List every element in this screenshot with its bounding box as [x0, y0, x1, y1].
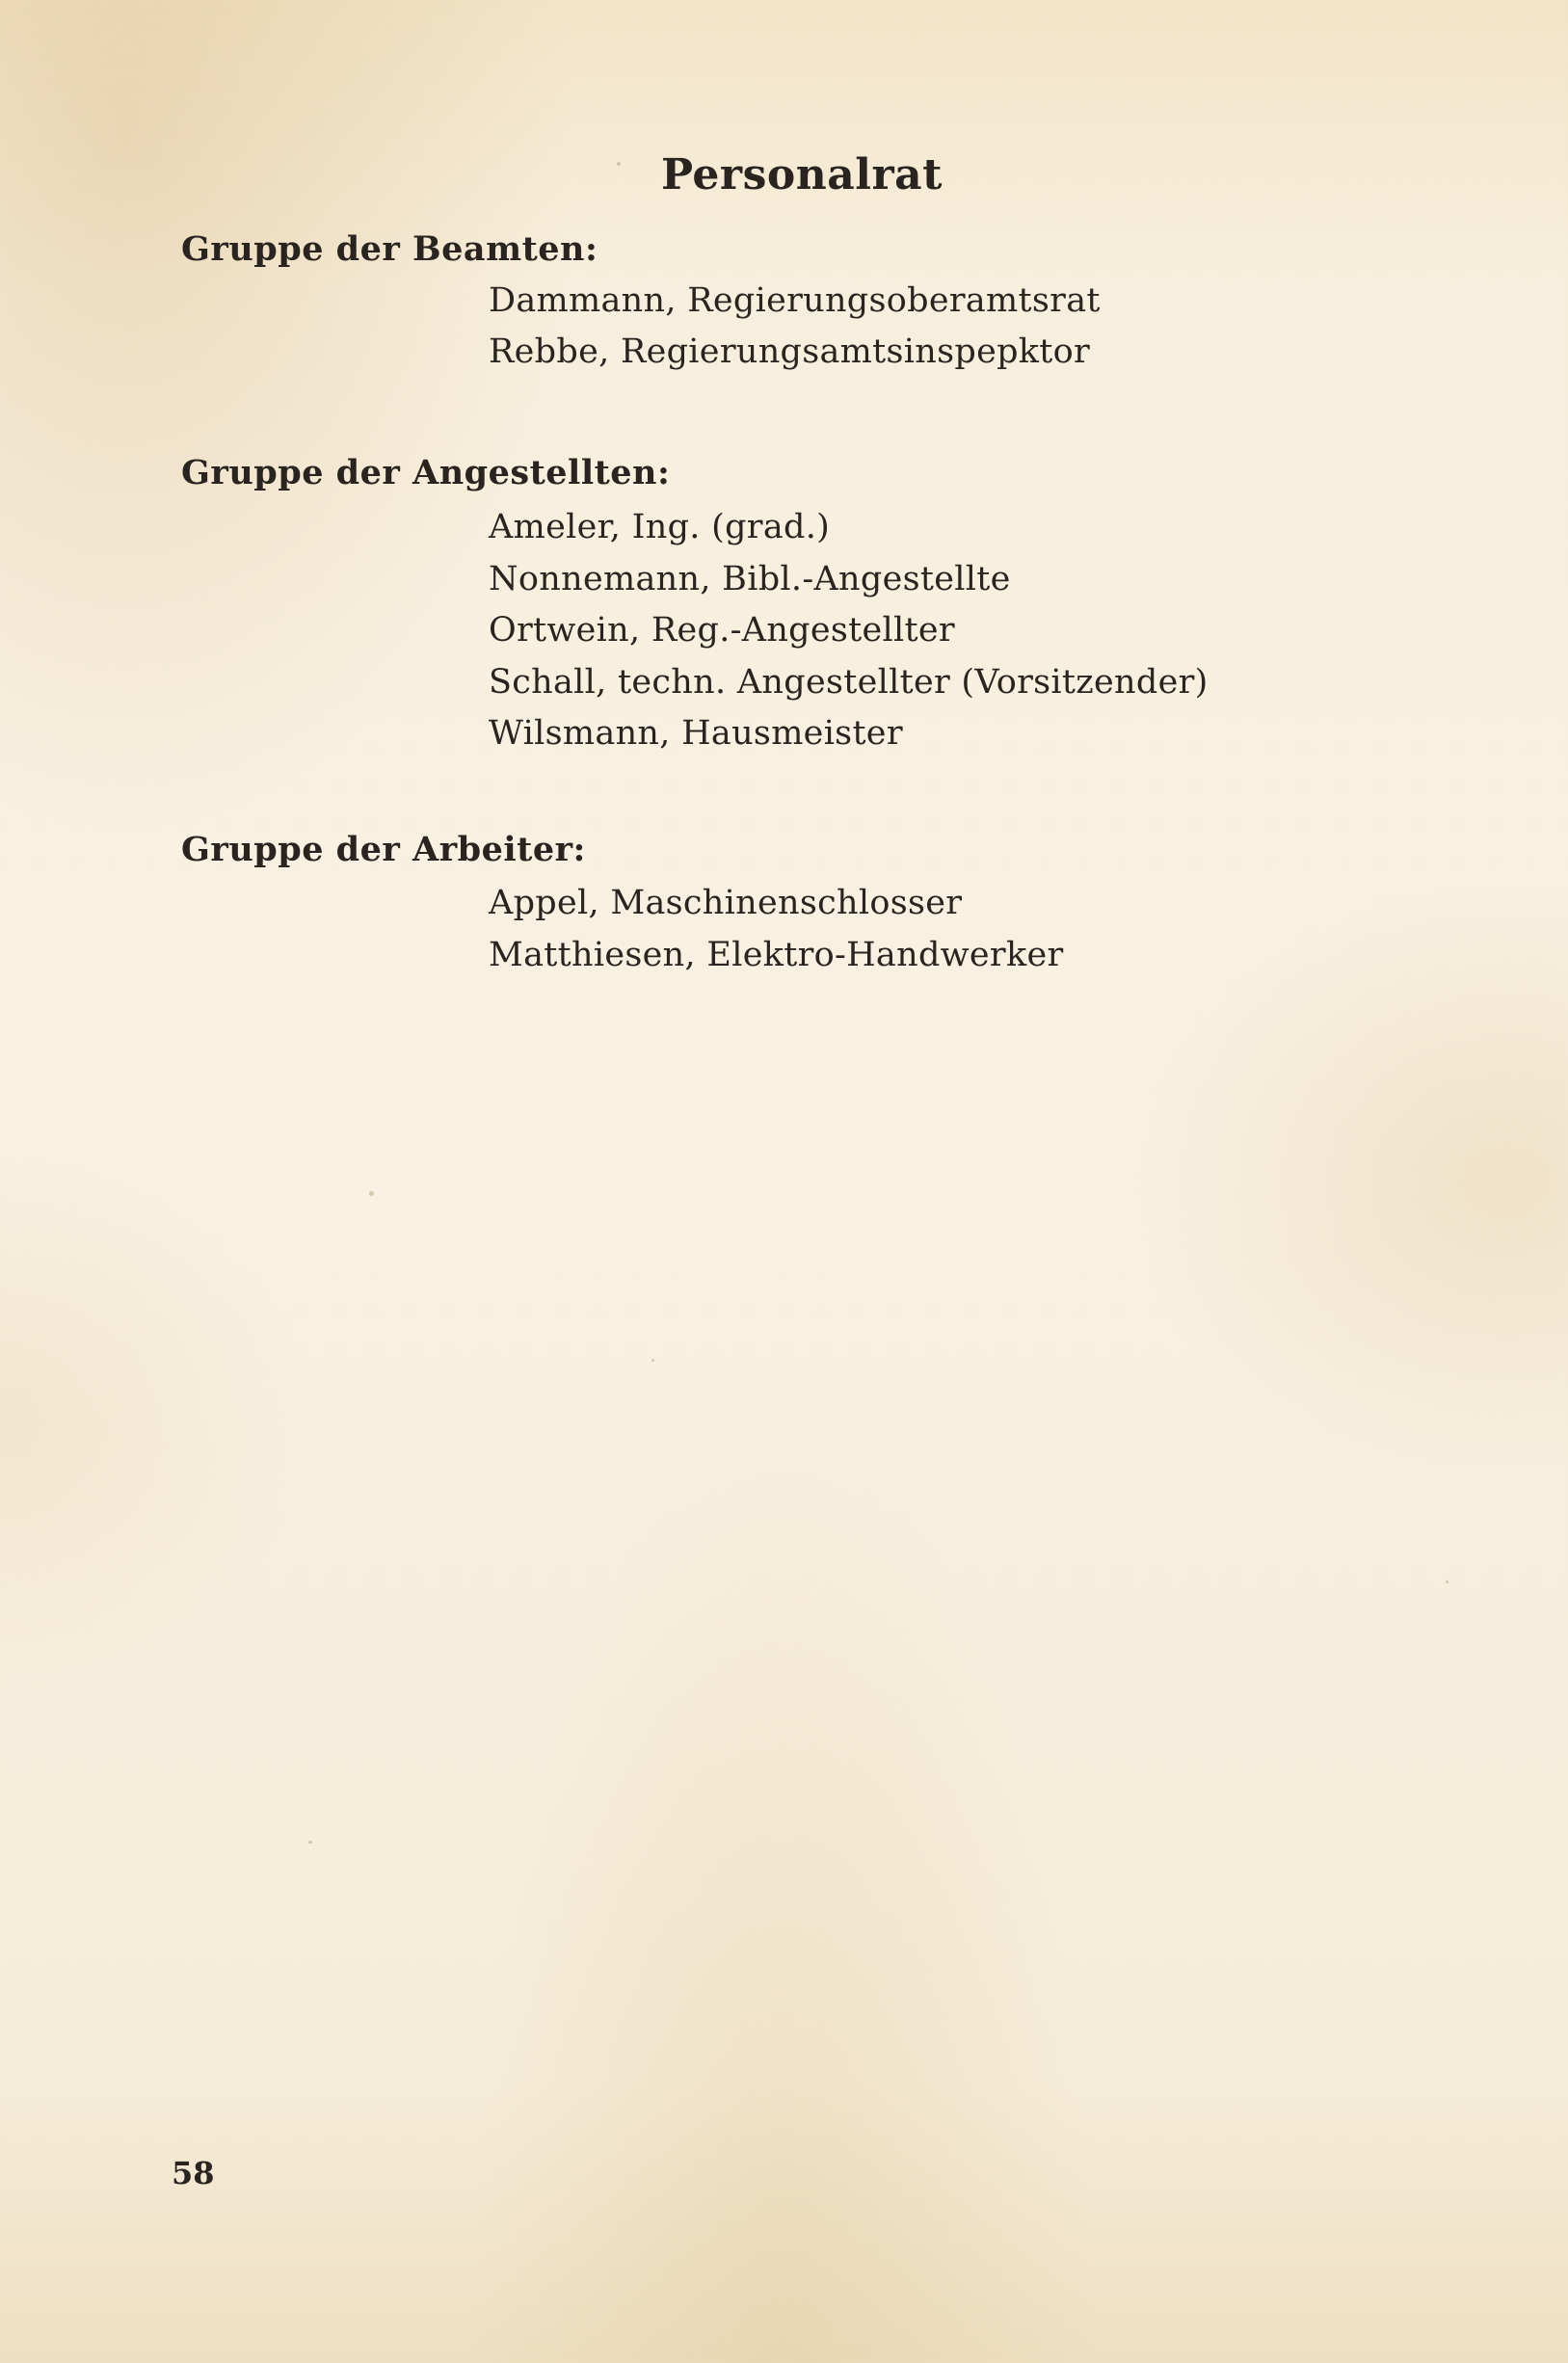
member-entry: Rebbe, Regierungsamtsinspepktor — [489, 332, 1091, 371]
page-number: 58 — [172, 2155, 215, 2191]
member-entry: Wilsmann, Hausmeister — [489, 714, 903, 753]
member-entry: Schall, techn. Angestellter (Vorsitzender) — [489, 663, 1209, 702]
member-entry: Dammann, Regierungsoberamtsrat — [489, 281, 1101, 320]
page-title: Personalrat — [661, 150, 943, 199]
member-entry: Matthiesen, Elektro-Handwerker — [489, 936, 1064, 974]
member-entry: Ortwein, Reg.-Angestellter — [489, 611, 955, 650]
member-entry: Appel, Maschinenschlosser — [489, 884, 963, 922]
paper-speck — [651, 1359, 654, 1362]
member-entry: Ameler, Ing. (grad.) — [489, 508, 831, 546]
group-heading-beamten: Gruppe der Beamten: — [181, 229, 598, 269]
group-heading-angestellten: Gruppe der Angestellten: — [181, 453, 671, 492]
group-heading-arbeiter: Gruppe der Arbeiter: — [181, 830, 586, 869]
paper-speck — [308, 1841, 312, 1844]
member-entry: Nonnemann, Bibl.-Angestellte — [489, 560, 1011, 598]
paper-speck — [617, 162, 621, 166]
paper-speck — [1446, 1580, 1448, 1583]
paper-speck — [369, 1191, 374, 1196]
